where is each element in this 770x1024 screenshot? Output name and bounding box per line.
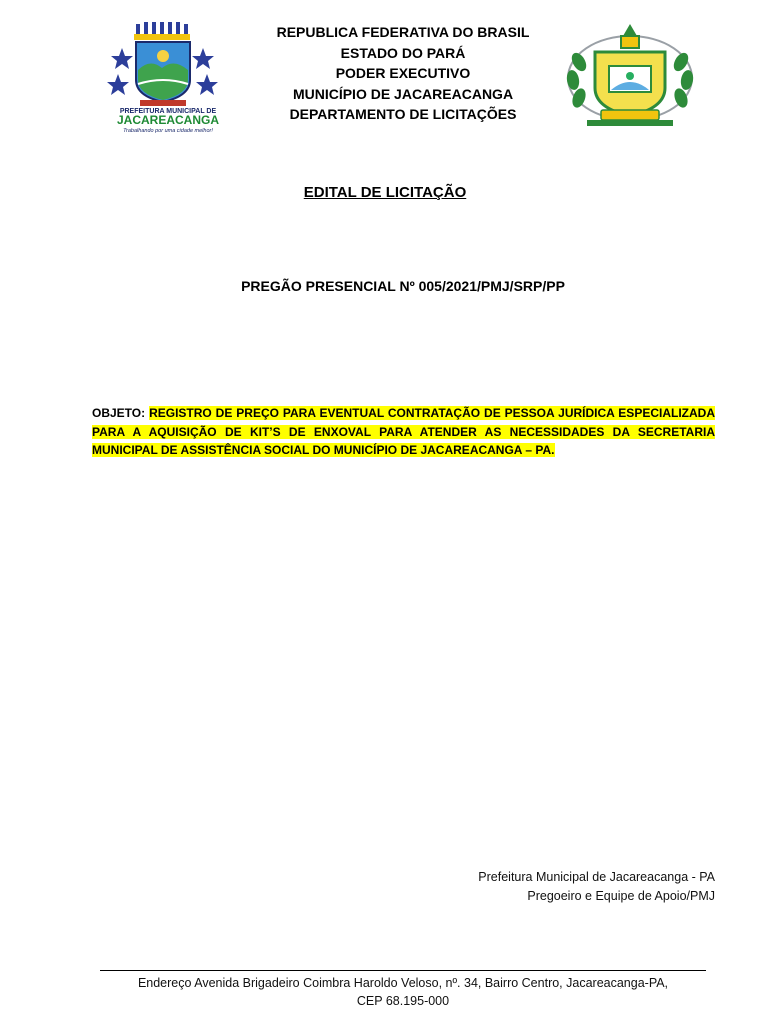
municipal-seal-icon (557, 22, 707, 130)
objeto-text: REGISTRO DE PREÇO PARA EVENTUAL CONTRATAÇÃO DE PESSOA JURÍDICA ESPECIALIZADA PARA A AQUISIÇÃO DE KIT’S DE ENXOVAL PARA ATENDER AS NECESSIDADES DA SECRETARIA MUNICIPAL DE ASSISTÊNCIA SOCIAL DO MUNICÍPIO DE JACAREACANGA – PA. (92, 406, 715, 457)
pregao-number: PREGÃO PRESENCIAL Nº 005/2021/PMJ/SRP/PP (241, 278, 565, 294)
municipal-coat-of-arms-icon (98, 22, 238, 134)
signature-line-prefeitura: Prefeitura Municipal de Jacareacanga - PA (478, 870, 715, 884)
header-line-municipality: MUNICÍPIO DE JACAREACANGA (292, 85, 514, 102)
left-logo (98, 22, 238, 134)
header-line-republic: REPUBLICA FEDERATIVA DO BRASIL (276, 24, 530, 40)
footer-divider (100, 970, 706, 971)
svg-text:JACAREACANGA: JACAREACANGA (116, 113, 220, 127)
right-logo (557, 22, 707, 130)
document-title: EDITAL DE LICITAÇÃO (303, 184, 467, 201)
footer-cep-line: CEP 68.195-000 (356, 994, 450, 1008)
svg-text:PREFEITURA MUNICIPAL DE: PREFEITURA MUNICIPAL DE (119, 108, 217, 115)
document-header (250, 22, 556, 125)
svg-text:Trabalhando por uma cidade mel: Trabalhando por uma cidade melhor! (123, 128, 213, 134)
footer-address (100, 974, 706, 1010)
header-line-power: PODER EXECUTIVO (335, 65, 471, 81)
header-line-department: DEPARTAMENTO DE LICITAÇÕES (289, 106, 517, 122)
signature-line-pregoeiro: Pregoeiro e Equipe de Apoio/PMJ (527, 889, 715, 903)
signature-block (478, 868, 715, 906)
objeto-label: OBJETO: (92, 406, 146, 420)
header-line-state: ESTADO DO PARÁ (340, 44, 466, 61)
footer-address-line: Endereço Avenida Brigadeiro Coimbra Haroldo Veloso, nº. 34, Bairro Centro, Jacareacanga-PA, (137, 976, 669, 990)
objeto-paragraph (92, 404, 715, 460)
